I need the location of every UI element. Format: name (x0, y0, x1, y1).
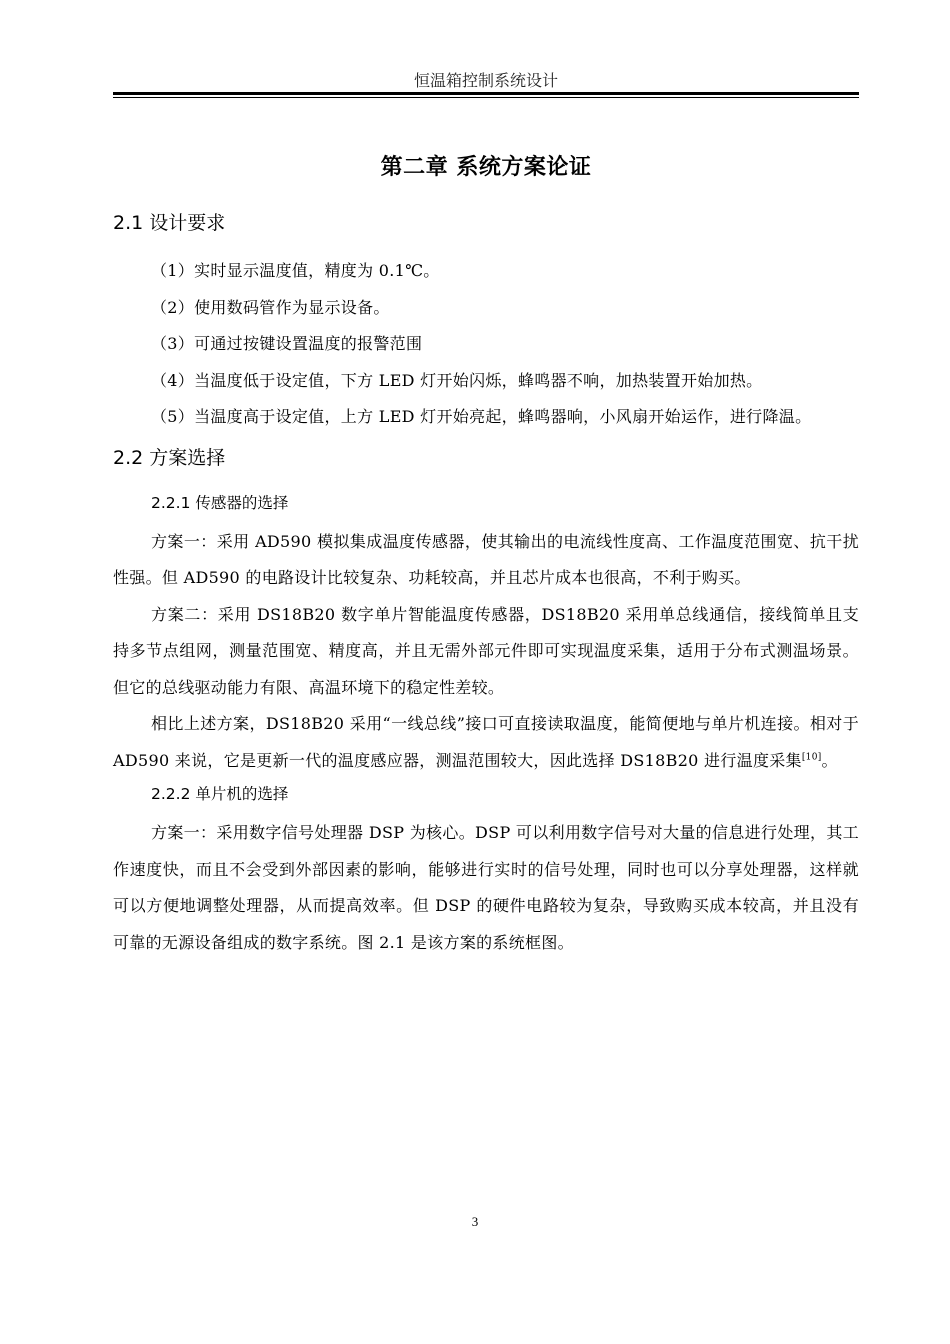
paragraph-with-citation (113, 706, 859, 779)
page-body (113, 140, 859, 961)
paragraph: 方案二：采用 DS18B20 数字单片智能温度传感器，DS18B20 采用单总线通信，接线简单且支持多节点组网，测量范围宽、精度高，并且无需外部元件即可实现温度采集，适用于分布式测温场景。但它的总线驱动能力有限、高温环境下的稳定性差较。 (113, 604, 859, 697)
paragraph: 方案一：采用数字信号处理器 DSP 为核心。DSP 可以利用数字信号对大量的信息进行处理，其工作速度快，而且不会受到外部因素的影响，能够进行实时的信号处理，同时也可以分享处理器，这样就可以方便地调整处理器，从而提高效率。但 DSP 的硬件电路较为复杂，导致购买成本较高，并且没有可靠的无源设备组成的数字系统。图 2.1 是该方案的系统框图。 (113, 823, 859, 952)
header-rule-thin (113, 97, 859, 98)
chapter-title: 第二章 系统方案论证 (380, 155, 592, 180)
requirement-item: （3）可通过按键设置温度的报警范围 (151, 334, 423, 353)
paragraph: 方案一：采用 AD590 模拟集成温度传感器，使其输出的电流线性度高、工作温度范围宽、抗干扰性强。但 AD590 的电路设计比较复杂、功耗较高，并且芯片成本也很高，不利于购买。 (113, 531, 859, 587)
section-heading-2-2: 2.2 方案选择 (113, 446, 226, 469)
paragraph-end: 。 (821, 750, 838, 770)
subsection-heading-2-2-1: 2.2.1 传感器的选择 (151, 493, 289, 512)
subsection-heading-2-2-2: 2.2.2 单片机的选择 (151, 785, 289, 803)
requirement-item: （4）当温度低于设定值，下方 LED 灯开始闪烁，蜂鸣器不响，加热装置开始加热。 (151, 370, 763, 390)
requirement-item: （1）实时显示温度值，精度为 0.1℃。 (151, 261, 440, 280)
requirement-item: （5）当温度高于设定值，上方 LED 灯开始亮起，蜂鸣器响，小风扇开始运作，进行降温。 (151, 407, 812, 426)
paragraph-text: 相比上述方案，DS18B20 采用“一线总线”接口可直接读取温度，能简便地与单片机连接。相对于 AD590 来说，它是更新一代的温度感应器，测温范围较大，因此选择 DS18B20 进行温度采集 (113, 714, 859, 770)
page-number: 3 (471, 1214, 479, 1229)
citation-ref: [10] (801, 752, 822, 763)
running-header: 恒温箱控制系统设计 (413, 71, 558, 90)
header-rule (113, 92, 859, 95)
requirement-item: （2）使用数码管作为显示设备。 (151, 297, 390, 317)
section-heading-2-1: 2.1 设计要求 (113, 212, 226, 234)
